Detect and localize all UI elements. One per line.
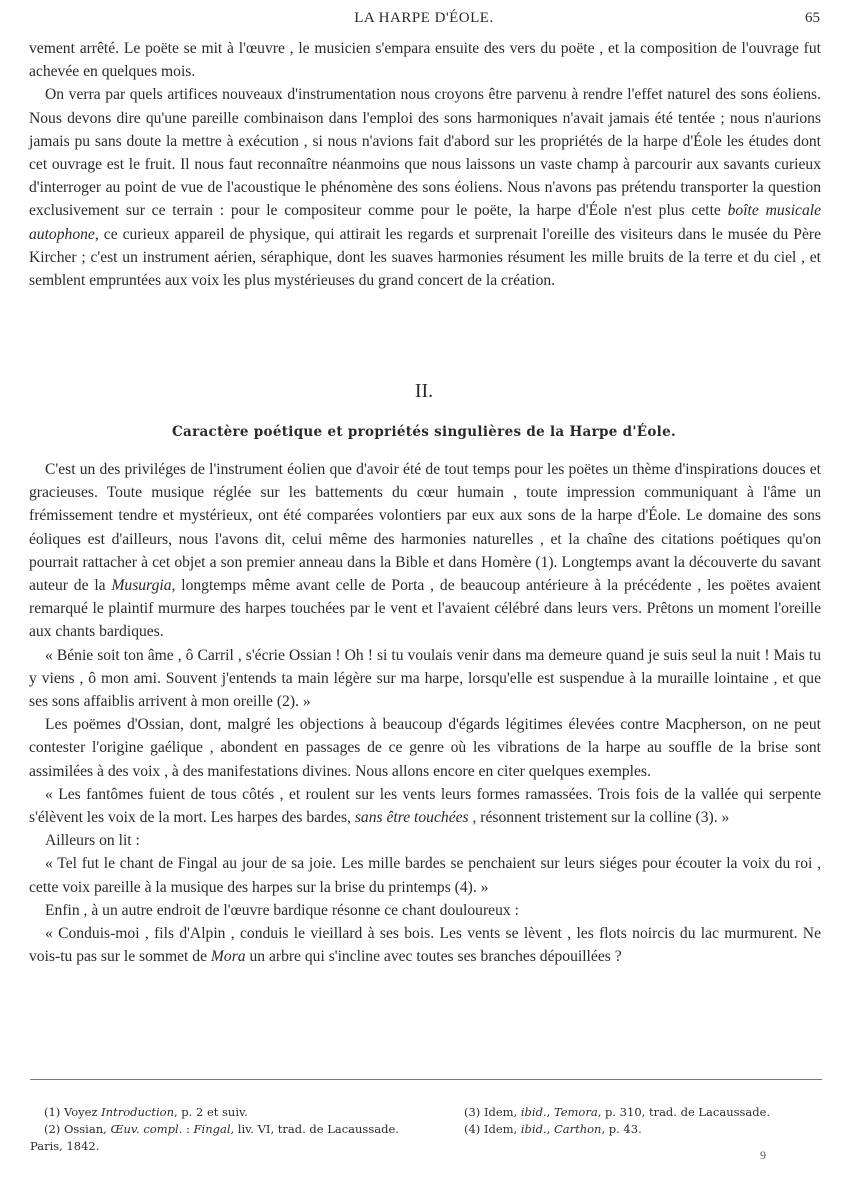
text-run: : xyxy=(182,1122,194,1136)
italic-text: sans être touchées xyxy=(354,809,469,827)
paragraph xyxy=(29,713,821,783)
signature-mark: 9 xyxy=(760,1148,766,1162)
italic-text: ibid. xyxy=(520,1105,547,1119)
paragraph xyxy=(29,829,821,852)
paragraph xyxy=(29,852,821,898)
italic-text: boîte musicale autophone xyxy=(29,202,822,243)
italic-text: Œuv. compl. xyxy=(110,1122,183,1136)
text-run: Les poëmes d'Ossian, dont, malgré les objections à beaucoup d'égards légitimes élevées contre Macpherson, on ne peut contester l'origine gaélique , abondent en passages de ce genre où les vibrations de la harpe au souffle de la brise sont assimilées à des voix , à des manifestations divines. Nous allons encore en citer quelques exemples. xyxy=(29,716,821,780)
paragraph xyxy=(29,922,821,968)
text-run: un arbre qui s'incline avec toutes ses branches dépouillées ? xyxy=(245,948,622,966)
footnote xyxy=(30,1121,425,1155)
text-run: Ailleurs on lit : xyxy=(45,832,140,850)
text-run: Enfin , à un autre endroit de l'œuvre bardique résonne ce chant douloureux : xyxy=(45,901,519,919)
section-numeral: II. xyxy=(414,380,434,402)
italic-text: ibid. xyxy=(520,1122,547,1136)
section-title: Caractère poétique et propriétés singulières de la Harpe d'Éole. xyxy=(172,424,676,440)
paragraph xyxy=(29,458,821,644)
text-run: , liv. VI, trad. de Lacaussade. Paris, 1842. xyxy=(30,1122,399,1153)
text-run: (1) Voyez xyxy=(44,1105,102,1119)
text-run: , p. 43. xyxy=(601,1122,642,1136)
footnotes-right-column xyxy=(450,1104,830,1138)
text-run: « Les fantômes fuient de tous côtés , et roulent sur les vents leurs formes ramassées. Trois fois de la vallée qui serpente s'élèvent les voix de la mort. Les harpes des bardes, xyxy=(29,785,821,827)
italic-text: Fingal xyxy=(193,1122,231,1136)
text-run: , xyxy=(546,1122,554,1136)
running-title: LA HARPE D'ÉOLE. xyxy=(354,10,494,26)
paragraph xyxy=(29,783,821,829)
paragraph xyxy=(29,37,821,83)
text-run: vement arrêté. Le poëte se mit à l'œuvre , le musicien s'empara ensuite des vers du poëte , et la composition de l'ouvrage fut achevée en quelques mois. xyxy=(29,40,821,81)
paragraph xyxy=(29,644,821,714)
text-run: On verra par quels artifices nouveaux d'instrumentation nous croyons être parvenu à rendre l'effet naturel des sons éoliens. Nous devons dire qu'une pareille combinaison dans l'emploi des sons harmoniques n'avait jamais été tentée ; nous n'aurions jamais pu sans doute la mettre à exécution , si nous n'avions fait d'abord sur les propriétés de la harpe d'Éole les études dont cet ouvrage est le fruit. Il nous faut reconnaître néanmoins que nous laissons un vaste champ à parcourir aux savants curieux d'interroger au point de vue de l'acoustique le phénomène des sons éoliens. Nous n'avons pas prétendu transporter la question exclusivement sur ce terrain : pour le compositeur comme pour le poëte, la harpe d'Éole n'est plus cette xyxy=(29,86,821,220)
text-run: , p. 310, trad. de Lacaussade. xyxy=(597,1105,771,1119)
italic-text: Temora xyxy=(553,1105,598,1119)
text-run: , résonnent tristement sur la colline (3). » xyxy=(468,809,730,827)
paragraph xyxy=(29,83,821,292)
text-block-intro xyxy=(29,37,821,292)
running-head xyxy=(0,8,848,30)
text-run: « Bénie soit ton âme , ô Carril , s'écrie Ossian ! Oh ! si tu voulais venir dans ma demeure quand je suis seul la nuit ! Mais tu y viens , ô mon ami. Souvent j'entends ta main légère sur ma harpe, lorsqu'elle est suspendue à la muraille lointaine , et que ses sons affaiblis arrivent à mon oreille (2). » xyxy=(29,646,821,711)
text-run: C'est un des priviléges de l'instrument éolien que d'avoir été de tout temps pour les poëtes un thème d'inspirations douces et gracieuses. Toute musique réglée sur les battements du cœur humain , toute impression communiquant à l'âme un frémissement tendre et mystérieux, ont été comparées volontiers par eux aux sons de la harpe d'Éole. Le domaine des sons éoliques est d'ailleurs, nous l'avons dit, celui même des harmonies naturelles , et la chaîne des citations poétiques qu'on pourrait rattacher à cet objet a son premier anneau dans la Bible et dans Homère (1). Longtemps avant la découverte du savant auteur de la xyxy=(29,461,821,595)
footnote xyxy=(450,1104,830,1121)
text-run: , xyxy=(546,1105,554,1119)
text-run: « Conduis-moi , fils d'Alpin , conduis le vieillard à ses bois. Les vents se lèvent , les flots noircis du lac murmurent. Ne vois-tu pas sur le sommet de xyxy=(29,925,821,966)
footnote xyxy=(30,1104,425,1121)
italic-text: Mora xyxy=(210,948,246,966)
footnotes-left-column xyxy=(30,1104,425,1155)
paragraph xyxy=(29,899,821,922)
page-number: 65 xyxy=(805,10,820,26)
footnote-separator xyxy=(30,1079,822,1080)
italic-text: Introduction xyxy=(101,1105,174,1119)
text-run: , ce curieux appareil de physique, qui attirait les regards et surprenait l'oreille des visiteurs dans le musée du Père Kircher ; c'est un instrument aérien, séraphique, dont les suaves harmonies résument les mille bruits de la terre et du ciel , et semblent empruntées aux voix les plus mystérieuses du grand concert de la création. xyxy=(29,225,821,290)
text-run: (3) Idem, xyxy=(464,1105,521,1119)
text-run: (4) Idem, xyxy=(464,1122,521,1136)
text-run: , longtemps même avant celle de Porta , de beaucoup antérieure à la précédente , les poëtes avaient remarqué le plaintif murmure des harpes touchées par le vent et l'avaient célébré dans leurs vers. Prêtons un moment l'oreille aux chants bardiques. xyxy=(29,577,821,641)
footnote xyxy=(450,1121,830,1138)
text-block-section-2 xyxy=(29,458,821,968)
italic-text: Carthon xyxy=(553,1122,602,1136)
text-run: « Tel fut le chant de Fingal au jour de sa joie. Les mille bardes se penchaient sur leurs siéges pour écouter la voix du roi , cette voix pareille à la musique des harpes sur la brise du printemps (4). » xyxy=(29,855,821,896)
text-run: (2) Ossian, xyxy=(44,1122,111,1136)
italic-text: Musurgia xyxy=(111,577,172,595)
text-run: , p. 2 et suiv. xyxy=(173,1105,248,1119)
